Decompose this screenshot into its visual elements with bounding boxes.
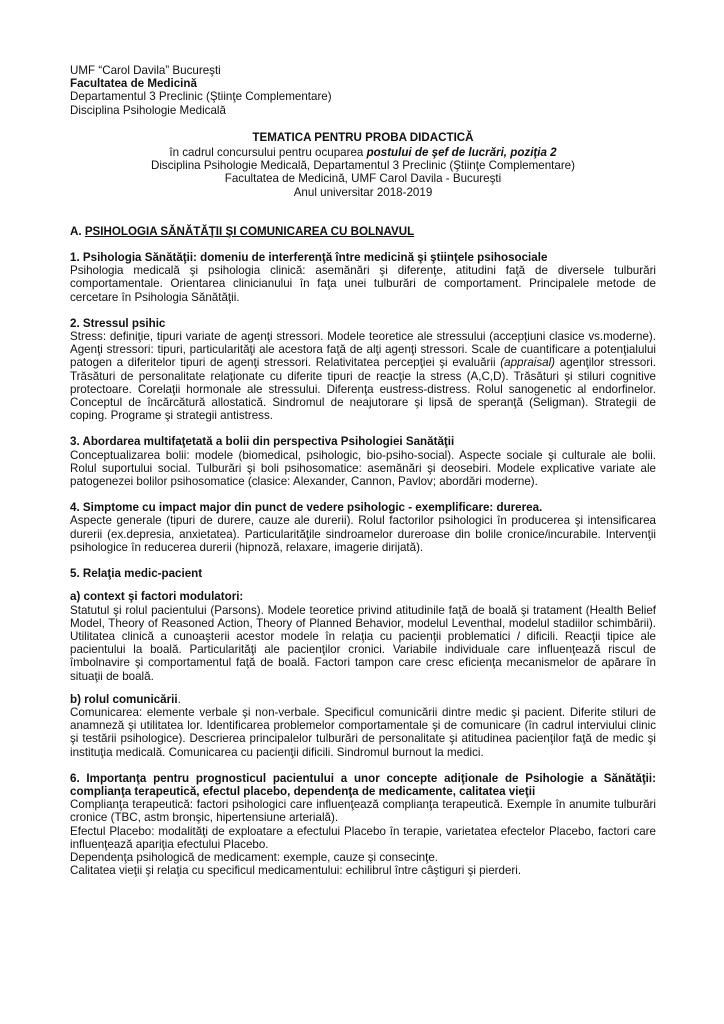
topic-1 <box>70 251 656 304</box>
title-block <box>70 131 656 199</box>
topic-6-heading: 6. Importanţa pentru prognosticul pacientului a unor concepte adiţionale de Psihologie a Sănătăţii: complianţa terapeutică, efectul placebo, dependenţa de medicamente, calitatea vieţii <box>70 771 656 798</box>
topic-2-body <box>70 330 656 422</box>
topic-2-body-italic: (appraisal) <box>500 356 556 370</box>
document-page <box>70 64 656 877</box>
topic-6-paragraph-3: Dependenţa psihologică de medicament: exemple, cauze şi consecinţe. <box>70 850 438 864</box>
position-name: postului de şef de lucrări, poziţia 2 <box>366 146 557 160</box>
topic-4-body: Aspecte generale (tipuri de durere, cauze ale durerii). Rolul factorilor psihologici în producerea şi intensificarea durerii (ex.depresia, anxietatea). Particularităţile sindroamelor dureroase din bolile cronice/incurabile. Intervenţii psihologice în reducerea durerii (hipnoză, relaxare, imagerie dirijată). <box>70 514 656 554</box>
topic-2-body-part1: Stress: definiţie, tipuri variate de agenţi stressori. Modele teoretice ale stressului (accepţiuni clasice vs.moderne). Agenţi stressori: tipuri, particularităţi ale acestora faţă de alţi agenţi stressori. Scale de cuantificare a potenţialului patogen a diferitelor tipuri de agenţi stressori. Relativitatea percepţiei şi evaluării <box>70 330 656 370</box>
topic-5b-body: Comunicarea: elemente verbale şi non-verbale. Specificul comunicării dintre medic şi pacient. Diferite stiluri de anamneză şi utilitatea lor. Identificarea problemelor comportamentale şi de comunicare (în cadrul interviului clinic şi testării psihologice). Descrierea principalelor tulburări de personalitate şi atitudinea pacienţilor faţă de medic şi instituţia medicală. Comunicarea cu pacienţii dificili. Sindromul burnout la medici. <box>70 705 656 759</box>
topic-1-body: Psihologia medicală şi psihologia clinică: asemănări şi diferenţe, atitudini faţă de diversele tulburări comportamentale. Orientarea clinicianului în faţa unei tulburări de comportament. Principalele metode de cercetare în Psihologia Sănătăţii. <box>70 264 656 304</box>
institution-name: UMF “Carol Davila” Bucureşti <box>70 64 221 77</box>
discipline-name: Disciplina Psihologie Medicală <box>70 103 226 117</box>
topic-5a-heading: a) context şi factori modulatori: <box>70 590 244 604</box>
section-a-prefix: A. <box>70 224 85 238</box>
topic-5 <box>70 567 656 759</box>
title-line-4: Facultatea de Medicină, UMF Carol Davila - Bucureşti <box>224 172 502 186</box>
institution-header <box>70 64 656 117</box>
topic-6-paragraph-1: Complianţa terapeutică: factori psihologici care influenţează complianţa terapeutică. Exemple în anumite tulburări cronice (TBC, astm bronşic, hipertensiune arterială). <box>70 798 656 825</box>
topic-5b-heading-suffix: . <box>177 692 181 706</box>
title-line-3: Disciplina Psihologie Medicală, Departamentul 3 Preclinic (Ştiinţe Complementare) <box>150 159 575 173</box>
topic-5b-heading <box>70 693 656 706</box>
topic-6-paragraph-2: Efectul Placebo: modalităţi de exploatare a efectului Placebo în terapie, varietatea efectelor Placebo, factori care influenţează apariţia efectului Placebo. <box>70 824 656 851</box>
title-line-2 <box>70 146 656 159</box>
topic-6 <box>70 772 656 878</box>
topic-5-heading: 5. Relaţia medic-pacient <box>70 567 203 581</box>
section-a-title: PSIHOLOGIA SĂNĂTĂŢII ŞI COMUNICAREA CU BOLNAVUL <box>84 224 415 238</box>
topic-5b-heading-text: b) rolul comunicării <box>70 692 178 706</box>
topic-5b <box>70 693 656 759</box>
topic-6-paragraph-4: Calitatea vieţii şi relaţia cu specificul medicamentului: echilibrul între câştiguri şi pierderi. <box>70 864 522 878</box>
topic-2-heading: 2. Stressul psihic <box>70 316 166 330</box>
topic-4-heading: 4. Simptome cu impact major din punct de vedere psihologic - exemplificare: durerea. <box>70 501 543 515</box>
topic-3-body: Conceptualizarea bolii: modele (biomedical, psihologic, bio-psiho-social). Aspecte sociale şi culturale ale bolii. Rolul suportului social. Tulburări şi boli psihosomatice: asemănări şi deosebiri. Modele explicative variate ale patogenezei bolilor psihosomatice (clasice: Alexander, Cannon, Pavlov; abordări moderne). <box>70 448 656 489</box>
topic-5a-body: Statutul şi rolul pacientului (Parsons). Modele teoretice privind atitudinile faţă de boală şi tratament (Health Belief Model, Theory of Reasoned Action, Theory of Planned Behavior, modelul Leventhal, modelul stadiilor schimbării). Utilitatea clinică a cunoaşterii acestor modele în relaţia cu pacienţii problematici / dificili. Reacţii tipice ale pacientului la boală. Particularităţi ale pacienţilor cronici. Variabile individuale care influenţează riscul de îmbolnavire şi comportamentul faţă de boală. Factori tampon care cresc eficienţa mecanismelor de apărare în situaţii de boală. <box>70 603 656 683</box>
topic-2 <box>70 317 656 423</box>
document-title: TEMATICA PENTRU PROBA DIDACTICĂ <box>252 130 474 144</box>
topic-2-body-part2: agenţilor stressori. Trăsături de personalitate relaţionate cu diferite tipuri de reacţie la stress (A,C,D). Trăsături şi stiluri cognitive protectoare. Corelaţii hormonale ale stressului. Diferenţa eustress-distress. Rolul sanogenetic al endorfinelor. Conceptul de încărcătură allostatică. Sindromul de neajutorare şi lipsă de speranţă (Seligman). Strategii de coping. Programe şi strategii antistress. <box>70 356 656 423</box>
academic-year: Anul universitar 2018-2019 <box>293 185 433 199</box>
department-name: Departamentul 3 Preclinic (Ştiinţe Complementare) <box>70 90 332 104</box>
topic-1-heading: 1. Psihologia Sănătăţii: domeniu de interferenţă între medicină şi ştiinţele psihosociale <box>70 251 548 265</box>
topic-3-heading: 3. Abordarea multifaţetată a bolii din perspectiva Psihologiei Sanătăţii <box>70 435 455 449</box>
topic-4 <box>70 501 656 554</box>
topic-5a <box>70 590 656 682</box>
topic-3 <box>70 435 656 488</box>
faculty-name: Facultatea de Medicină <box>70 77 197 91</box>
title-line-2-prefix: în cadrul concursului pentru ocuparea <box>169 146 367 160</box>
section-a-heading <box>70 225 656 238</box>
